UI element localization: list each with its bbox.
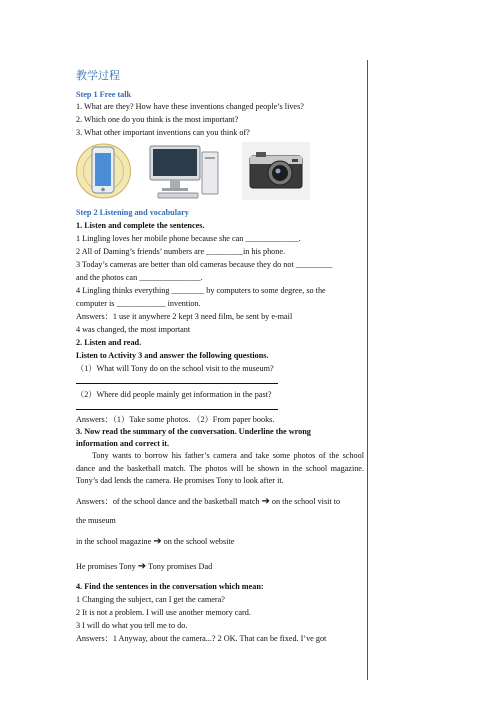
step1-question-3: 3. What other important inventions can you think of? — [76, 128, 250, 137]
find-answers: Answers：1 Anyway, about the camera...? 2 OK. That can be fixed. I’ve got — [76, 634, 327, 643]
arrow-right-icon: ➔ — [137, 561, 147, 572]
correction-1-continued: the museum — [76, 516, 116, 525]
mobile-phone-icon — [76, 142, 131, 200]
margin-rule — [367, 60, 368, 680]
listen-answers: Answers：（1）Take some photos. （2）From paper books. — [76, 415, 275, 424]
correction-3 — [76, 561, 212, 572]
section-2-subheading: Listen to Activity 3 and answer the following questions. — [76, 351, 269, 360]
answers-1: Answers：1 use it anywhere 2 kept 3 need film, be sent by e-mail — [76, 312, 293, 321]
sentence-3b: and the photos can _______________. — [76, 273, 203, 282]
section-2-heading: 2. Listen and read. — [76, 338, 142, 347]
section-4-heading: 4. Find the sentences in the conversation which mean: — [76, 582, 264, 591]
step1-question-1: 1. What are they? How have these inventions changed people’s lives? — [76, 102, 304, 111]
listen-question-2: （2）Where did people mainly get information in the past? — [76, 390, 272, 399]
correction-1-right: on the school visit to — [271, 497, 341, 506]
answer-line-1 — [76, 383, 278, 384]
step1-heading: Step 1 Free talk — [76, 90, 132, 99]
section-3-heading-b: information and correct it. — [76, 439, 170, 448]
sentence-4a: 4 Lingling thinks everything ________ by computers to some degree, so the — [76, 286, 326, 295]
find-sentence-3: 3 I will do what you tell me to do. — [76, 621, 188, 630]
sentence-4b: computer is ____________ invention. — [76, 299, 201, 308]
correction-1-wrong: Answers：of the school dance and the basketball match — [76, 497, 260, 506]
correction-1 — [76, 496, 340, 507]
arrow-right-icon: ➔ — [261, 496, 270, 507]
correction-2-right: on the school website — [163, 537, 235, 546]
section-1-heading: 1. Listen and complete the sentences. — [76, 221, 205, 230]
computer-icon — [148, 142, 220, 200]
sentence-2: 2 All of Daming’s friends’ numbers are _________in his phone. — [76, 247, 286, 256]
sentence-1: 1 Lingling loves her mobile phone because she can _____________. — [76, 234, 301, 243]
camera-icon — [242, 142, 310, 200]
arrow-right-icon: ➔ — [153, 536, 162, 547]
summary-paragraph: Tony wants to borrow his father’s camera and take some photos of the school dance and the basketball match. The photos will be shown in the school magazine. Tony’s dad lends the camera. He promises Tony to look after it. — [76, 451, 364, 485]
find-sentence-2: 2 It is not a problem. I will use another memory card. — [76, 608, 251, 617]
listen-question-1: （1）What will Tony do on the school visit to the museum? — [76, 364, 274, 373]
correction-3-wrong: He promises Tony — [76, 562, 136, 571]
find-sentence-1: 1 Changing the subject, can I get the camera? — [76, 595, 225, 604]
sentence-3a: 3 Today’s cameras are better than old cameras because they do not _________ — [76, 260, 333, 269]
correction-2-wrong: in the school magazine — [76, 537, 152, 546]
page-title: 教学过程 — [76, 69, 120, 82]
section-3-heading-a: 3. Now read the summary of the conversation. Underline the wrong — [76, 427, 311, 436]
answers-2: 4 was changed, the most important — [76, 325, 191, 334]
correction-2 — [76, 536, 234, 547]
step2-heading: Step 2 Listening and vocabulary — [76, 208, 189, 217]
answer-line-2 — [76, 409, 278, 410]
step1-question-2: 2. Which one do you think is the most important? — [76, 115, 239, 124]
correction-3-right: Tony promises Dad — [148, 562, 213, 571]
